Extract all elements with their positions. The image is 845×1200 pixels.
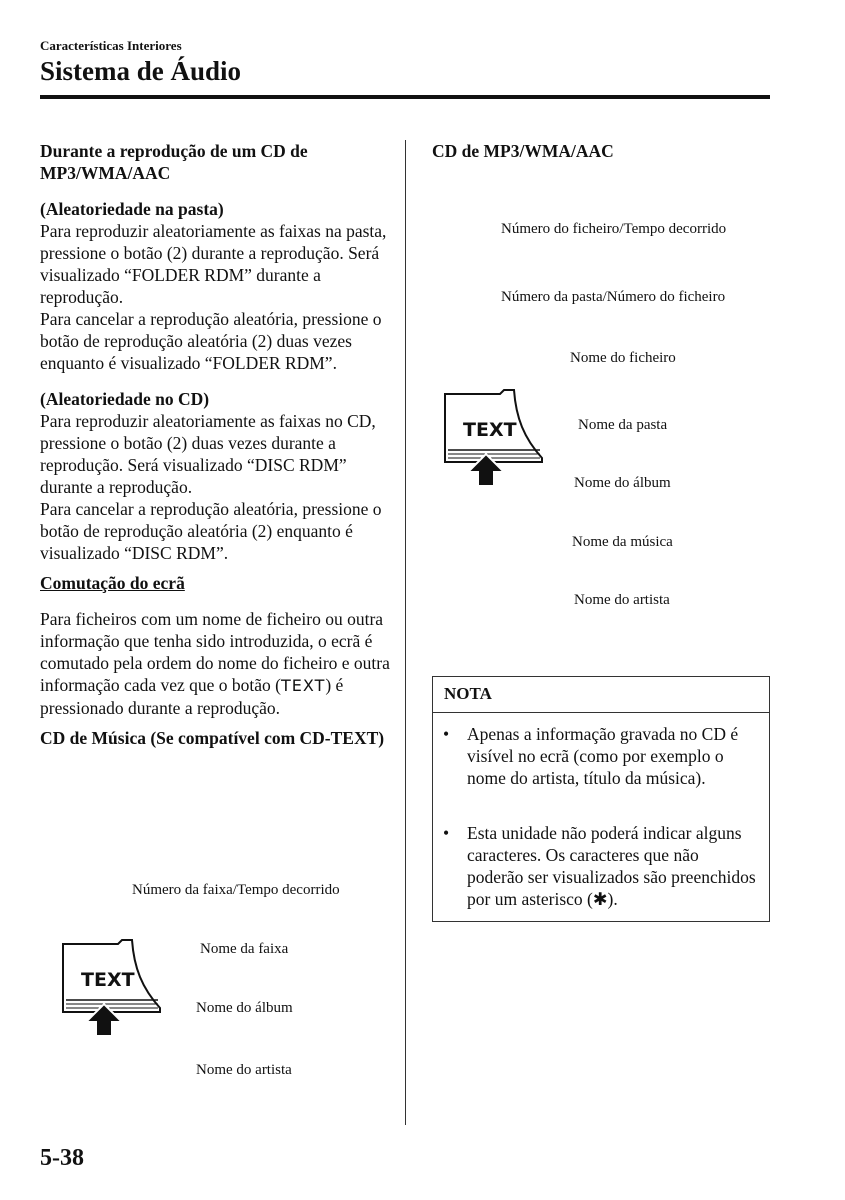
mp3-label-file-name: Nome do ficheiro xyxy=(570,350,676,366)
display-switch-title: Comutação do ecrã xyxy=(40,573,185,593)
music-cd-label-artist: Nome do artista xyxy=(196,1062,292,1078)
music-cd-title: CD de Música (Se compatível com CD-TEXT) xyxy=(40,728,385,748)
asterisk-icon: ✱ xyxy=(592,890,608,910)
left-column xyxy=(40,140,390,749)
music-cd-label-album: Nome do álbum xyxy=(196,1000,293,1016)
bullet-icon: • xyxy=(443,823,450,843)
music-cd-label-track-name: Nome da faixa xyxy=(200,941,289,957)
page-number: 5-38 xyxy=(40,1145,84,1171)
cd-random-paragraph-1: Para reproduzir aleatoriamente as faixas no CD, pressione o botão (2) duas vezes durante a reprodução. Será visualizado “DISC RDM” durante a reprodução. xyxy=(40,411,376,497)
page-title: Sistema de Áudio xyxy=(40,56,242,86)
mp3-playback-heading: Durante a reprodução de um CD de MP3/WMA/AAC xyxy=(40,141,308,183)
display-switch-text-after: ) é pressionado durante a reprodução. xyxy=(40,675,344,718)
note-item-1 xyxy=(443,723,759,789)
mp3-label-artist: Nome do artista xyxy=(574,592,670,608)
mp3-label-album: Nome do álbum xyxy=(574,475,671,491)
text-button-label: TEXT xyxy=(463,419,517,441)
section-label: Características Interiores xyxy=(40,38,182,53)
cd-random-paragraph-2: Para cancelar a reprodução aleatória, pressione o botão de reprodução aleatória (2) enquanto é visualizado “DISC RDM”. xyxy=(40,499,382,563)
column-divider xyxy=(405,140,406,1125)
note-header xyxy=(433,677,769,713)
text-button-illustration xyxy=(60,938,164,1022)
folder-random-paragraph-2: Para cancelar a reprodução aleatória, pressione o botão de reprodução aleatória (2) duas vezes enquanto é visualizado “FOLDER RDM”. xyxy=(40,309,382,373)
header-rule xyxy=(40,95,770,99)
note-item-2-text xyxy=(467,822,759,911)
mp3-label-folder-name: Nome da pasta xyxy=(578,417,668,433)
note-item-2-body: Esta unidade não poderá indicar alguns caracteres. Os caracteres que não poderão ser visualizados são preenchidos por um asterisco ( xyxy=(467,823,756,909)
display-switch-paragraph xyxy=(40,608,390,719)
mp3-label-folder-file: Número da pasta/Número do ficheiro xyxy=(501,289,726,305)
note-item-2-end: ). xyxy=(607,889,618,909)
text-button-label: TEXT xyxy=(81,969,135,991)
text-button-illustration-mp3 xyxy=(442,388,546,472)
mp3-label-file-time: Número do ficheiro/Tempo decorrido xyxy=(501,221,727,237)
folder-random-paragraph-1: Para reproduzir aleatoriamente as faixas na pasta, pressione o botão (2) durante a reprodução. Será visualizado “FOLDER RDM” durante a reprodução. xyxy=(40,221,387,307)
mp3-label-song: Nome da música xyxy=(572,534,673,550)
note-item-2 xyxy=(443,822,759,911)
bullet-icon: • xyxy=(443,724,450,744)
note-title: NOTA xyxy=(444,684,492,703)
note-item-1-text: Apenas a informação gravada no CD é visível no ecrã (como por exemplo o nome do artista, título da música). xyxy=(467,724,739,788)
folder-random-title: (Aleatoriedade na pasta) xyxy=(40,199,224,219)
cd-random-title: (Aleatoriedade no CD) xyxy=(40,389,210,409)
note-box xyxy=(432,676,770,922)
mp3-display-title: CD de MP3/WMA/AAC xyxy=(432,141,614,161)
music-cd-label-track-time: Número da faixa/Tempo decorrido xyxy=(132,882,340,898)
display-switch-text-before: Para ficheiros com um nome de ficheiro ou outra informação que tenha sido introduzida, o ecrã é comutado pela ordem do nome do ficheiro e outra informação cada vez que o botão ( xyxy=(40,609,390,695)
right-column xyxy=(432,140,772,162)
text-button-inline-label: TEXT xyxy=(281,676,326,695)
